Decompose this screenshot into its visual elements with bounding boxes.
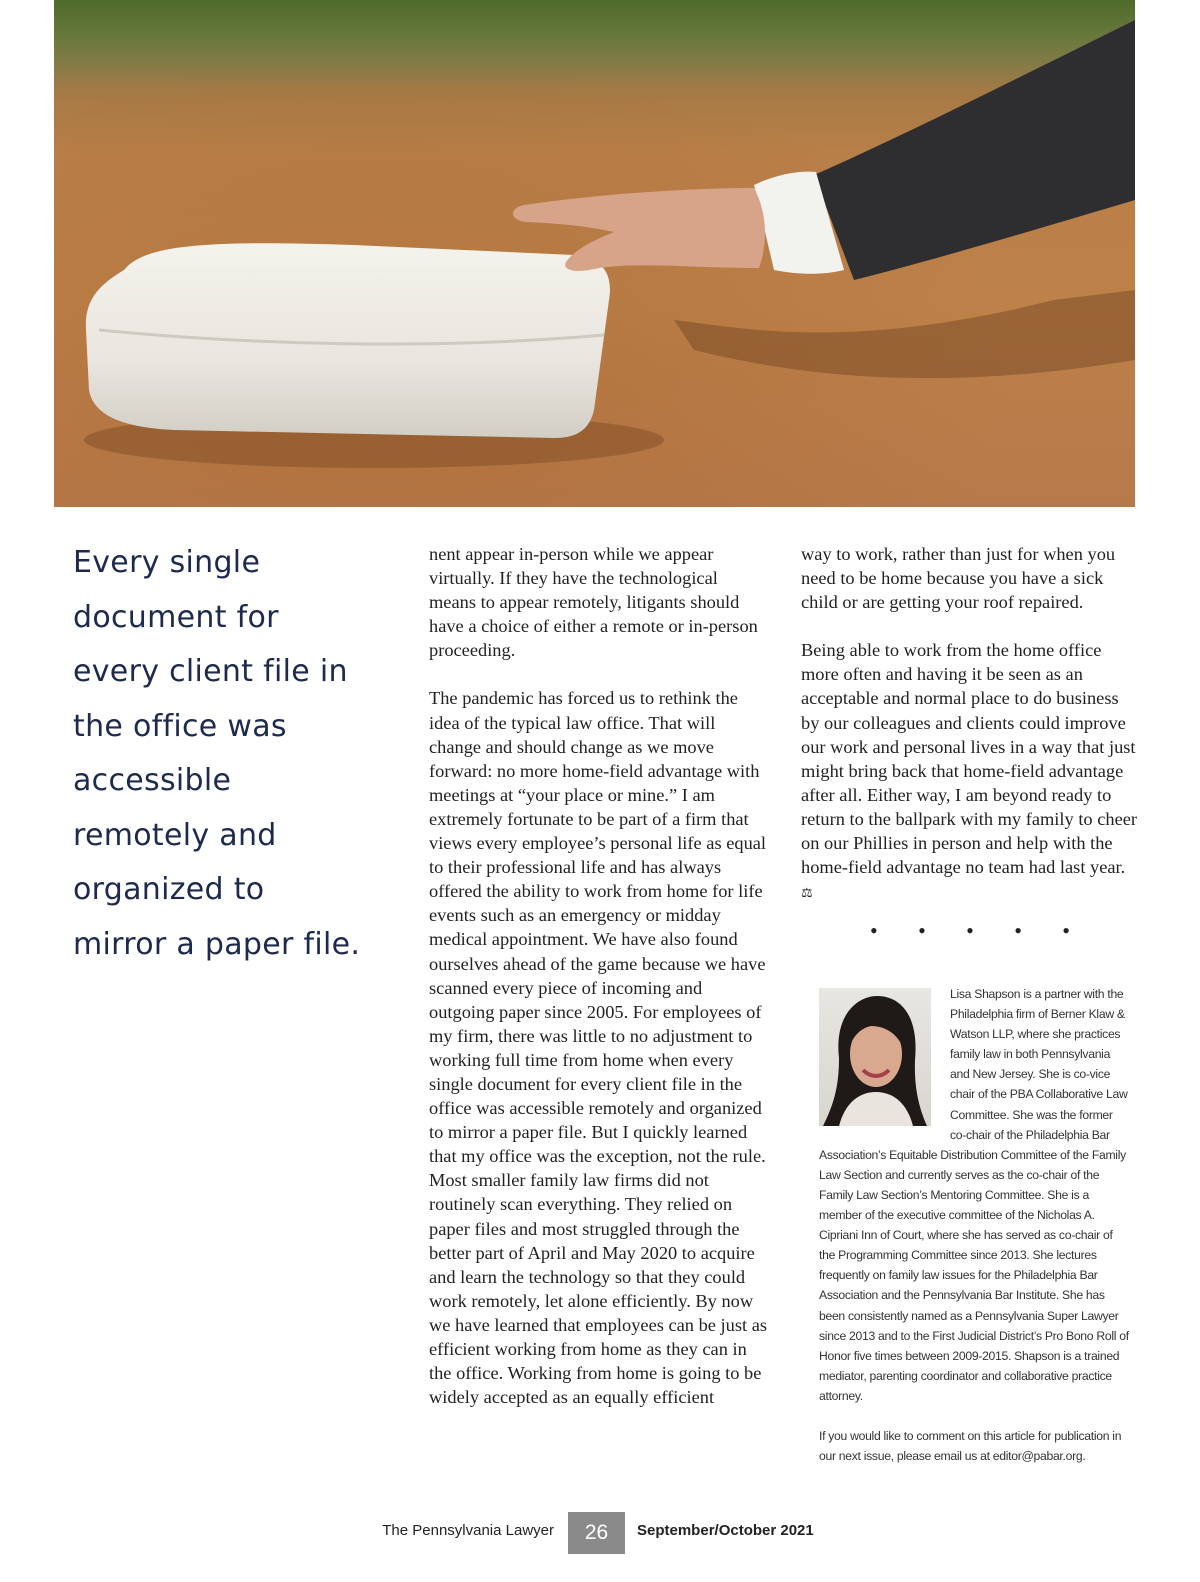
article-column-right (801, 542, 1141, 929)
author-bio (819, 984, 1131, 1486)
separator-dot: • (918, 918, 926, 943)
section-separator (870, 918, 1070, 944)
article-column-middle (429, 542, 769, 1433)
separator-dot: • (870, 918, 878, 943)
page-number: 26 (568, 1512, 625, 1554)
separator-dot: • (1062, 918, 1070, 943)
page-footer (0, 1512, 1200, 1552)
publication-name: The Pennsylvania Lawyer (382, 1522, 554, 1539)
separator-dot: • (966, 918, 974, 943)
separator-dot: • (1014, 918, 1022, 943)
paragraph (801, 638, 1141, 905)
pull-quote: Every single document for every client file in the office was accessible remotely and organized to mirror a paper file. (73, 545, 361, 962)
paragraph: way to work, rather than just for when you need to be home because you have a sick child or are getting your roof repaired. (801, 544, 1116, 613)
paragraph-text: Being able to work from the home office more often and having it be seen as an acceptable and normal place to do business by our colleagues and clients could improve our work and personal lives in a way that just might bring back that home-field advantage after all. Either way, I am beyond ready to return to the ballpark with my family to cheer on our Phillies in person and help with the home-field advantage no team had last year. (801, 640, 1138, 878)
scales-icon: ⚖ (801, 885, 813, 901)
paragraph: nent appear in-person while we appear virtually. If they have the technological means to appear remotely, litigants should have a choice of either a remote or in-person proceeding. (429, 544, 758, 661)
bio-text: Lisa Shapson is a partner with the Philadelphia firm of Berner Klaw & Watson LLP, where she practices family law in both Pennsylvania and New Jersey. She is co-vice chair of the PBA Collaborative Law Committee. She was the former co-chair of the Philadelphia Bar Association’s Equitable Distribution Committee of the Family Law Section and currently serves as the co-chair of the Family Law Section’s Mentoring Committee. She is a member of the executive committee of the Nicholas A. Cipriani Inn of Court, where she has served as co-chair of the Programming Committee since 2013. She lectures frequently on family law issues for the Philadelphia Bar Association and the Pennsylvania Bar Institute. She has been consistently named as a Pennsylvania Super Lawyer since 2013 and to the First Judicial District’s Pro Bono Roll of Honor five times between 2009-2015. Shapson is a trained mediator, parenting coordinator and collaborative practice attorney. (819, 987, 1129, 1403)
comment-invitation: If you would like to comment on this article for publication in our next issue, please email us at editor@pabar.org. (819, 1428, 1122, 1464)
hand-touching-base-icon (54, 0, 1135, 507)
hero-photo (54, 0, 1135, 507)
issue-date: September/October 2021 (637, 1522, 814, 1539)
paragraph: The pandemic has forced us to rethink the idea of the typical law office. That will change and should change as we move forward: no more home-field advantage with meetings at “your place or mine.” I am extremely fortunate to be part of a firm that views every employee’s personal life as equal to their professional life and has always offered the ability to work from home for life events such as an emergency or midday medical appointment. We have also found ourselves ahead of the game because we have scanned every piece of incoming and outgoing paper since 2005. For employees of my firm, there was little to no adjustment to working full time from home when every single document for every client file in the office was accessible remotely and organized to mirror a paper file. But I quickly learned that my office was the exception, not the rule. Most smaller family law firms did not routinely scan everything. They relied on paper files and most struggled through the better part of April and May 2020 to acquire and learn the technology so that they could work remotely, let alone efficiently. By now we have learned that employees can be just as efficient working from home as they can in the office. Working from home is going to be widely accepted as an equally efficient (429, 688, 768, 1408)
